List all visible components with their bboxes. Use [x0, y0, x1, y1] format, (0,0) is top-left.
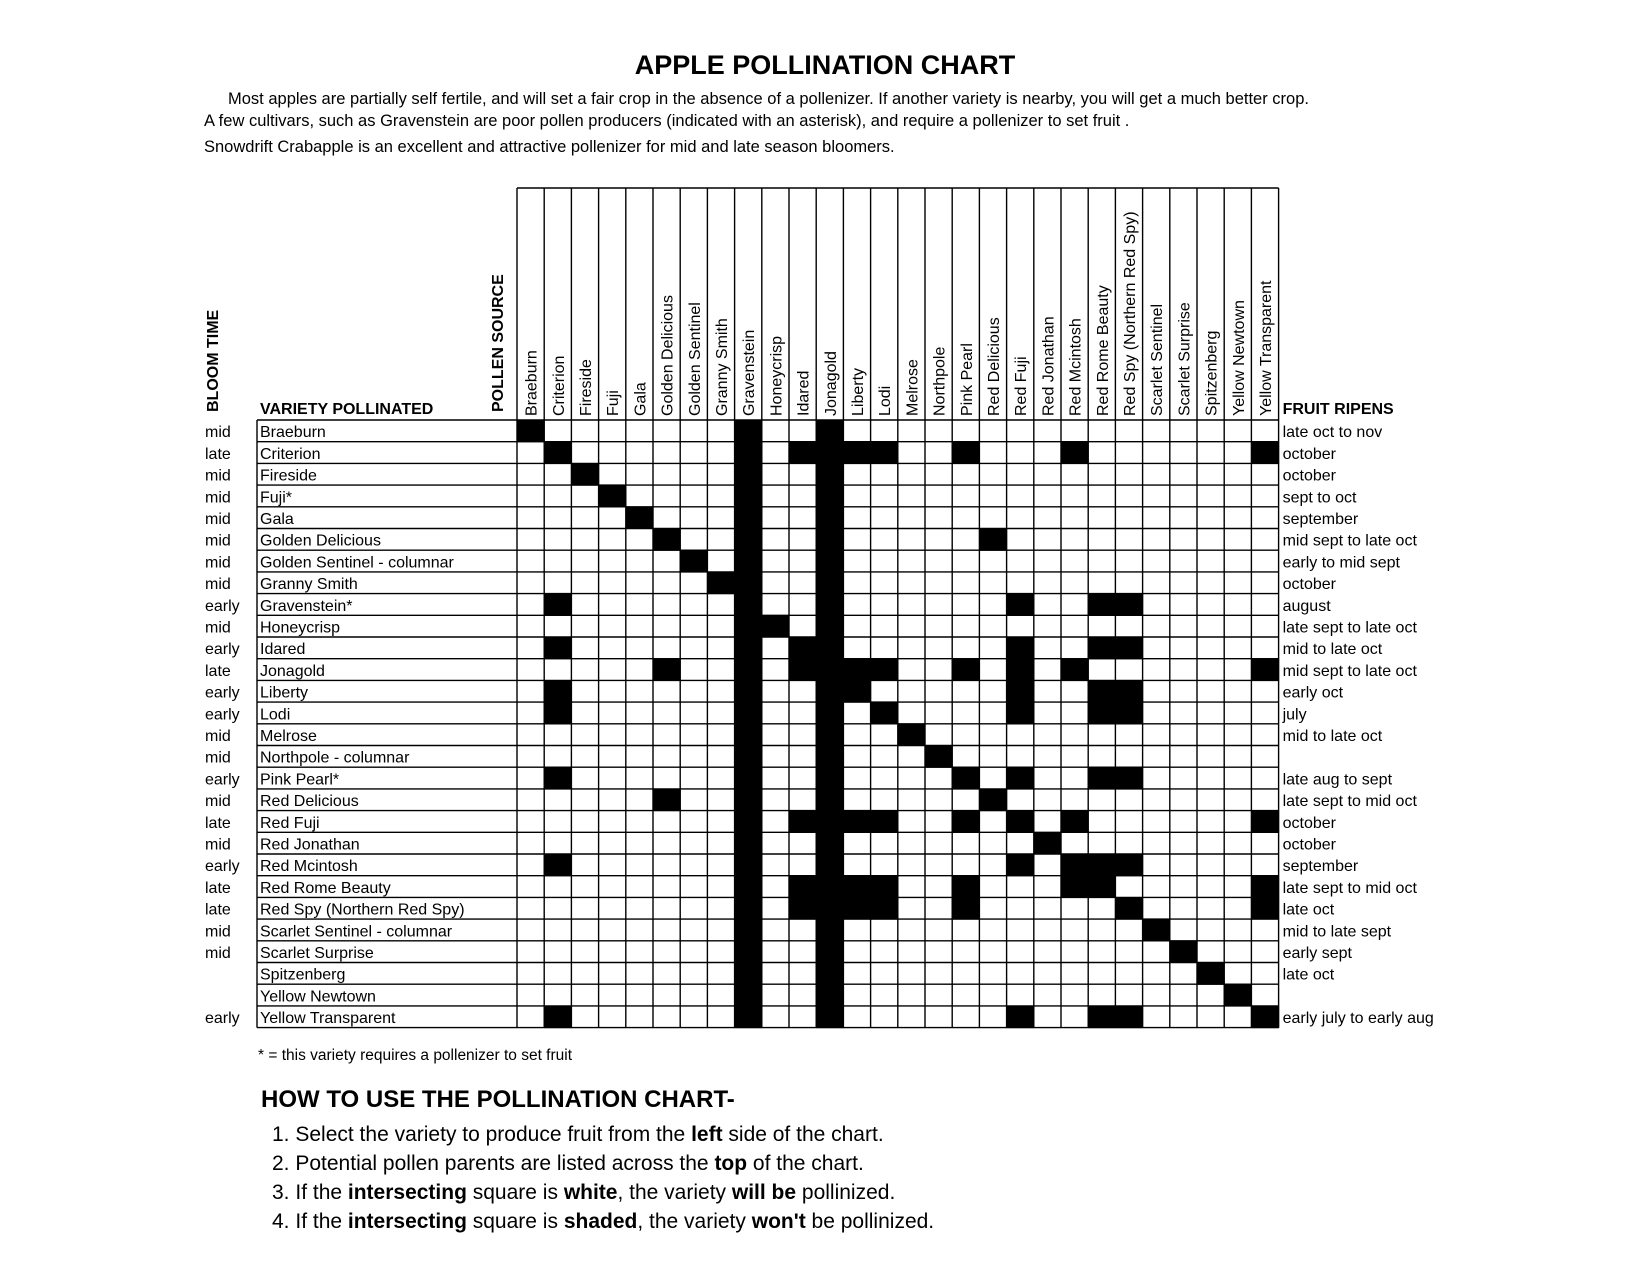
bloom-time: late: [205, 445, 231, 463]
shaded-cell: [952, 876, 980, 898]
fruit-ripens-header: FRUIT RIPENS: [1282, 401, 1394, 418]
shaded-cell: [843, 680, 871, 702]
bloom-time: early: [205, 641, 240, 659]
pollen-source-label: Scarlet Surprise: [1176, 302, 1194, 416]
fruit-ripens: early to mid sept: [1282, 554, 1400, 572]
variety-name: Fuji*: [260, 489, 293, 507]
shaded-cell: [816, 724, 844, 746]
variety-name: Yellow Transparent: [260, 1010, 396, 1028]
shaded-cell: [735, 832, 763, 854]
bloom-time: late: [205, 901, 231, 919]
shaded-cell: [1088, 594, 1116, 616]
shaded-cell: [1251, 659, 1279, 681]
variety-name: Scarlet Surprise: [260, 945, 374, 962]
shaded-cell: [1034, 832, 1062, 854]
shaded-cell: [816, 767, 844, 789]
shaded-cell: [898, 724, 926, 746]
shaded-cell: [735, 615, 763, 637]
pollen-source-label: Criterion: [550, 355, 568, 416]
shaded-cell: [816, 854, 844, 876]
shaded-cell: [735, 941, 763, 963]
shaded-cell: [816, 876, 844, 898]
variety-name: Fireside: [260, 467, 317, 485]
bloom-time: mid: [205, 467, 231, 485]
pollen-source-label: Braeburn: [523, 350, 541, 416]
shaded-cell: [735, 659, 763, 681]
bloom-time: mid: [205, 554, 231, 572]
shaded-cell: [544, 854, 572, 876]
shaded-cell: [735, 746, 763, 768]
bloom-time: late: [205, 879, 231, 897]
shaded-cell: [952, 767, 980, 789]
variety-name: Red Jonathan: [260, 836, 360, 854]
shaded-cell: [1007, 637, 1035, 659]
variety-name: Gala: [260, 511, 294, 528]
shaded-cell: [735, 919, 763, 941]
fruit-ripens: october: [1282, 814, 1336, 832]
variety-name: Idared: [260, 641, 306, 659]
shaded-cell: [1170, 941, 1198, 963]
shaded-cell: [1088, 637, 1116, 659]
shaded-cell: [735, 854, 763, 876]
shaded-cell: [816, 637, 844, 659]
shaded-cell: [735, 485, 763, 507]
shaded-cell: [735, 507, 763, 529]
shaded-cell: [735, 724, 763, 746]
variety-name: Yellow Newtown: [260, 988, 376, 1006]
shaded-cell: [1115, 637, 1143, 659]
shaded-cell: [952, 897, 980, 919]
shaded-cell: [1007, 680, 1035, 702]
shaded-cell: [816, 680, 844, 702]
shaded-cell: [816, 811, 844, 833]
shaded-cell: [871, 876, 899, 898]
pollen-source-label: Lodi: [877, 385, 895, 416]
shaded-cell: [1115, 594, 1143, 616]
shaded-cell: [789, 811, 817, 833]
shaded-cell: [653, 529, 681, 551]
shaded-cell: [1088, 854, 1116, 876]
shaded-cell: [1007, 659, 1035, 681]
bloom-time: early: [205, 858, 240, 876]
variety-name: Gravenstein*: [260, 597, 353, 615]
pollen-source-label: Red Jonathan: [1040, 316, 1058, 416]
shaded-cell: [1061, 442, 1089, 464]
shaded-cell: [979, 529, 1007, 551]
fruit-ripens: early oct: [1282, 684, 1344, 702]
shaded-cell: [843, 897, 871, 919]
shaded-cell: [680, 550, 708, 572]
shaded-cell: [735, 789, 763, 811]
fruit-ripens: late aug to sept: [1282, 771, 1393, 789]
shaded-cell: [816, 919, 844, 941]
asterisk-footnote: * = this variety requires a pollenizer to set fruit: [258, 1047, 573, 1064]
shaded-cell: [816, 507, 844, 529]
shaded-cell: [1061, 811, 1089, 833]
shaded-cell: [816, 984, 844, 1006]
shaded-cell: [735, 442, 763, 464]
shaded-cell: [1007, 854, 1035, 876]
fruit-ripens: mid to late oct: [1282, 728, 1383, 745]
fruit-ripens: july: [1282, 706, 1307, 724]
bloom-time: mid: [205, 793, 231, 811]
howto-step-4: 4. If the intersecting square is shaded, the variety won't be pollinized.: [272, 1210, 935, 1233]
bloom-time: early: [205, 684, 240, 702]
shaded-cell: [816, 746, 844, 768]
variety-name: Red Fuji: [260, 814, 320, 832]
shaded-cell: [816, 897, 844, 919]
bloom-time: early: [205, 771, 240, 789]
variety-name: Jonagold: [260, 662, 325, 680]
shaded-cell: [735, 876, 763, 898]
fruit-ripens: late sept to mid oct: [1282, 879, 1417, 897]
shaded-cell: [1224, 984, 1252, 1006]
shaded-cell: [843, 811, 871, 833]
variety-name: Scarlet Sentinel - columnar: [260, 923, 453, 941]
pollen-source-label: Red Mcintosh: [1067, 318, 1085, 416]
fruit-ripens: october: [1282, 467, 1336, 485]
shaded-cell: [653, 659, 681, 681]
variety-name: Granny Smith: [260, 576, 358, 594]
shaded-cell: [626, 507, 654, 529]
shaded-cell: [816, 941, 844, 963]
shaded-cell: [735, 529, 763, 551]
intro-line-3: Snowdrift Crabapple is an excellent and attractive pollenizer for mid and late season bloomers.: [204, 138, 895, 156]
fruit-ripens: late oct: [1282, 966, 1335, 984]
shaded-cell: [1115, 897, 1143, 919]
variety-name: Red Spy (Northern Red Spy): [260, 901, 465, 919]
pollen-source-label: Melrose: [904, 359, 922, 416]
fruit-ripens: late sept to late oct: [1282, 619, 1417, 637]
shaded-cell: [789, 659, 817, 681]
shaded-cell: [816, 420, 844, 442]
fruit-ripens: late oct to nov: [1282, 424, 1383, 442]
variety-name: Honeycrisp: [260, 619, 341, 637]
shaded-cell: [1251, 442, 1279, 464]
bloom-time: mid: [205, 532, 231, 550]
fruit-ripens: early july to early aug: [1282, 1010, 1434, 1028]
bloom-time: mid: [205, 511, 231, 528]
bloom-time: mid: [205, 836, 231, 854]
shaded-cell: [1088, 702, 1116, 724]
shaded-cell: [762, 615, 790, 637]
shaded-cell: [544, 767, 572, 789]
shaded-cell: [544, 442, 572, 464]
shaded-cell: [735, 550, 763, 572]
shaded-cell: [571, 463, 599, 485]
shaded-cell: [816, 463, 844, 485]
pollen-source-label: Liberty: [850, 367, 867, 416]
pollen-source-header: POLLEN SOURCE: [490, 274, 507, 412]
shaded-cell: [816, 615, 844, 637]
shaded-cell: [1007, 811, 1035, 833]
shaded-cell: [843, 442, 871, 464]
shaded-cell: [1007, 702, 1035, 724]
shaded-cell: [1143, 919, 1171, 941]
pollen-source-label: Red Rome Beauty: [1094, 285, 1112, 416]
shaded-cell: [544, 680, 572, 702]
shaded-cell: [735, 767, 763, 789]
shaded-cell: [952, 442, 980, 464]
shaded-cell: [735, 702, 763, 724]
bloom-time: early: [205, 706, 240, 724]
shaded-cell: [735, 420, 763, 442]
howto-step-3: 3. If the intersecting square is white, the variety will be pollinized.: [272, 1181, 896, 1204]
pollen-source-label: Gravenstein: [741, 329, 759, 416]
shaded-cell: [1088, 680, 1116, 702]
shaded-cell: [816, 485, 844, 507]
pollen-source-label: Spitzenberg: [1203, 330, 1221, 416]
bloom-time: mid: [205, 424, 231, 442]
shaded-cell: [816, 659, 844, 681]
shaded-cell: [925, 746, 953, 768]
shaded-cell: [1088, 876, 1116, 898]
shaded-cell: [871, 659, 899, 681]
shaded-cell: [735, 572, 763, 594]
fruit-ripens: september: [1282, 858, 1359, 876]
shaded-cell: [653, 789, 681, 811]
variety-name: Red Mcintosh: [260, 858, 358, 876]
bloom-time: mid: [205, 489, 231, 507]
pollen-source-label: Fuji: [605, 390, 623, 416]
bloom-time: late: [205, 662, 231, 680]
shaded-cell: [1251, 876, 1279, 898]
fruit-ripens: september: [1282, 511, 1359, 528]
bloom-time: early: [205, 1010, 240, 1028]
page-title: APPLE POLLINATION CHART: [634, 50, 1016, 80]
pollen-source-label: Red Fuji: [1013, 356, 1031, 416]
shaded-cell: [735, 463, 763, 485]
shaded-cell: [1007, 594, 1035, 616]
variety-name: Criterion: [260, 445, 321, 463]
variety-name: Lodi: [260, 706, 291, 724]
bloom-time-header: BLOOM TIME: [205, 309, 222, 412]
shaded-cell: [816, 789, 844, 811]
shaded-cell: [1115, 680, 1143, 702]
shaded-cell: [843, 876, 871, 898]
shaded-cell: [1007, 767, 1035, 789]
shaded-cell: [707, 572, 735, 594]
shaded-cell: [1115, 702, 1143, 724]
shaded-cell: [1251, 897, 1279, 919]
intro-line-2: A few cultivars, such as Gravenstein are poor pollen producers (indicated with an asterisk), and require a pollenizer to set fruit .: [204, 112, 1130, 130]
shaded-cell: [816, 550, 844, 572]
variety-pollinated-header: VARIETY POLLINATED: [260, 401, 434, 418]
shaded-cell: [544, 637, 572, 659]
shaded-cell: [871, 811, 899, 833]
howto-step-1: 1. Select the variety to produce fruit from the left side of the chart.: [272, 1123, 884, 1146]
howto-step-2: 2. Potential pollen parents are listed across the top of the chart.: [272, 1152, 864, 1175]
fruit-ripens: mid sept to late oct: [1282, 532, 1417, 550]
shaded-cell: [735, 680, 763, 702]
shaded-cell: [816, 594, 844, 616]
bloom-time: mid: [205, 945, 231, 962]
shaded-cell: [1007, 1006, 1035, 1028]
shaded-cell: [735, 637, 763, 659]
bloom-time: mid: [205, 749, 231, 767]
pollen-source-label: Granny Smith: [714, 318, 731, 416]
shaded-cell: [544, 702, 572, 724]
shaded-cell: [816, 832, 844, 854]
shaded-cell: [1251, 1006, 1279, 1028]
variety-name: Golden Sentinel - columnar: [260, 554, 454, 572]
shaded-cell: [544, 1006, 572, 1028]
pollen-source-label: Northpole: [931, 346, 949, 416]
pollen-source-label: Pink Pearl: [958, 343, 976, 416]
fruit-ripens: early sept: [1282, 945, 1352, 962]
fruit-ripens: late oct: [1282, 901, 1335, 919]
shaded-cell: [871, 897, 899, 919]
shaded-cell: [816, 963, 844, 985]
shaded-cell: [1061, 854, 1089, 876]
shaded-cell: [1115, 854, 1143, 876]
shaded-cell: [735, 897, 763, 919]
shaded-cell: [735, 811, 763, 833]
shaded-cell: [735, 1006, 763, 1028]
shaded-cell: [789, 876, 817, 898]
fruit-ripens: october: [1282, 836, 1336, 854]
shaded-cell: [871, 442, 899, 464]
pollen-source-label: Scarlet Sentinel: [1149, 303, 1167, 416]
shaded-cell: [1061, 876, 1089, 898]
bloom-time: mid: [205, 923, 231, 941]
pollen-source-label: Jonagold: [822, 351, 840, 416]
fruit-ripens: august: [1282, 597, 1331, 615]
variety-name: Red Delicious: [260, 793, 359, 811]
shaded-cell: [952, 811, 980, 833]
shaded-cell: [1088, 1006, 1116, 1028]
bloom-time: late: [205, 814, 231, 832]
shaded-cell: [789, 442, 817, 464]
shaded-cell: [952, 659, 980, 681]
variety-name: Braeburn: [260, 424, 326, 442]
variety-name: Melrose: [260, 728, 317, 745]
intro-line-1: Most apples are partially self fertile, and will set a fair crop in the absence of a pollenizer. If another variety is nearby, you will get a much better crop.: [228, 90, 1309, 108]
shaded-cell: [1088, 767, 1116, 789]
howto-title: HOW TO USE THE POLLINATION CHART-: [261, 1086, 735, 1113]
shaded-cell: [1115, 1006, 1143, 1028]
fruit-ripens: october: [1282, 576, 1336, 594]
variety-name: Spitzenberg: [260, 966, 346, 984]
fruit-ripens: mid sept to late oct: [1282, 662, 1417, 680]
variety-name: Red Rome Beauty: [260, 879, 391, 897]
shaded-cell: [789, 897, 817, 919]
fruit-ripens: october: [1282, 445, 1336, 463]
bloom-time: early: [205, 597, 240, 615]
shaded-cell: [871, 702, 899, 724]
shaded-cell: [816, 702, 844, 724]
shaded-cell: [735, 594, 763, 616]
shaded-cell: [843, 659, 871, 681]
variety-name: Pink Pearl*: [260, 771, 340, 789]
fruit-ripens: late sept to mid oct: [1282, 793, 1417, 811]
shaded-cell: [735, 963, 763, 985]
pollen-source-label: Red Spy (Northern Red Spy): [1122, 211, 1139, 416]
shaded-cell: [1251, 811, 1279, 833]
shaded-cell: [544, 594, 572, 616]
bloom-time: mid: [205, 619, 231, 637]
shaded-cell: [816, 442, 844, 464]
variety-name: Liberty: [260, 684, 309, 702]
pollen-source-label: Yellow Newtown: [1230, 300, 1248, 416]
pollen-source-label: Gala: [632, 382, 650, 416]
fruit-ripens: sept to oct: [1282, 489, 1357, 507]
bloom-time: mid: [205, 576, 231, 594]
shaded-cell: [1115, 767, 1143, 789]
pollen-source-label: Red Delicious: [986, 317, 1003, 416]
fruit-ripens: mid to late sept: [1282, 923, 1392, 941]
bloom-time: mid: [205, 728, 231, 745]
pollen-source-label: Golden Delicious: [659, 295, 677, 416]
shaded-cell: [735, 984, 763, 1006]
pollen-source-label: Honeycrisp: [768, 335, 786, 416]
shaded-cell: [517, 420, 545, 442]
shaded-cell: [816, 572, 844, 594]
pollen-source-label: Idared: [795, 370, 813, 416]
variety-name: Northpole - columnar: [260, 749, 410, 767]
fruit-ripens: mid to late oct: [1282, 641, 1383, 659]
pollen-source-label: Yellow Transparent: [1258, 280, 1275, 416]
shaded-cell: [816, 529, 844, 551]
shaded-cell: [1197, 963, 1225, 985]
pollen-source-label: Golden Sentinel: [686, 302, 704, 416]
shaded-cell: [599, 485, 627, 507]
shaded-cell: [1061, 659, 1089, 681]
shaded-cell: [979, 789, 1007, 811]
shaded-cell: [816, 1006, 844, 1028]
shaded-cell: [789, 637, 817, 659]
variety-name: Golden Delicious: [260, 532, 381, 550]
pollen-source-label: Fireside: [578, 359, 595, 416]
